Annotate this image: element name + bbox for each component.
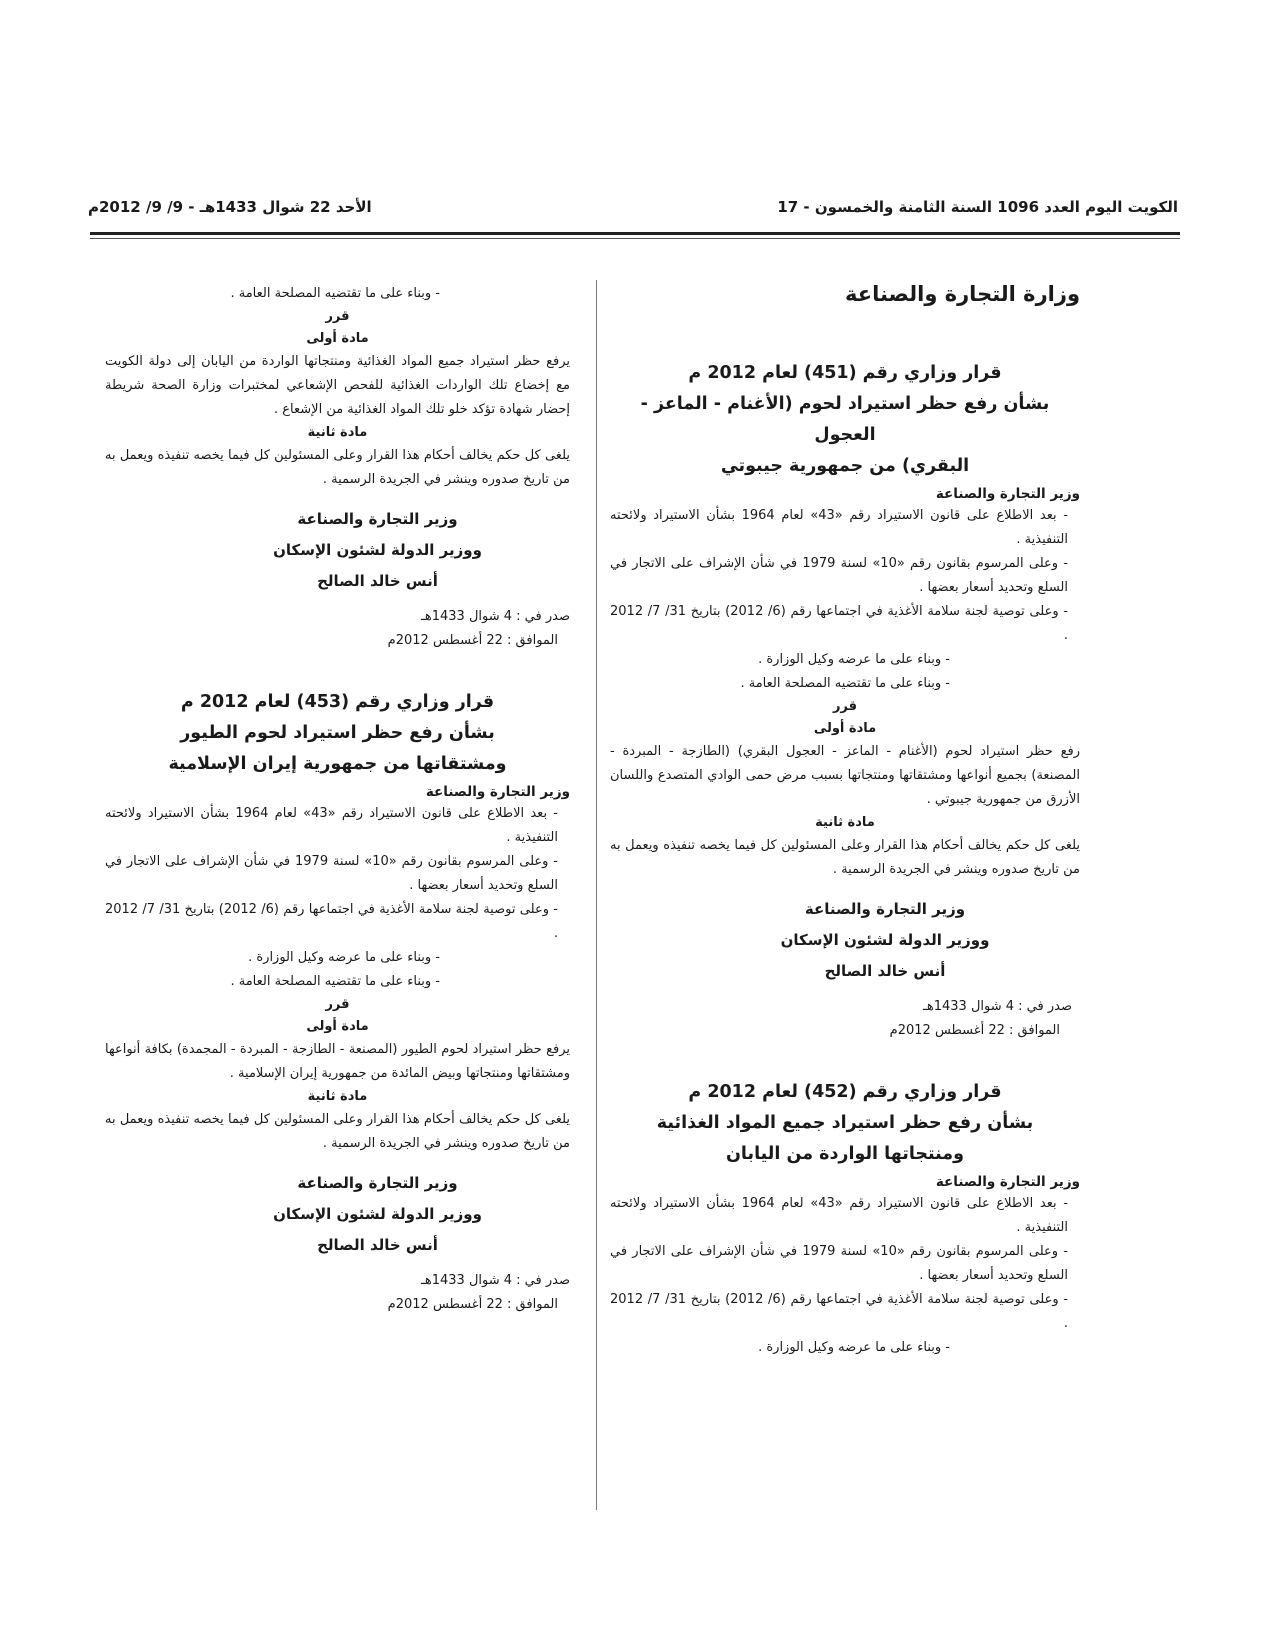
decree-title: قرار وزاري رقم (453) لعام 2012 م <box>180 692 495 712</box>
page-header <box>88 198 1178 228</box>
issued-date: صدر في : 4 شوال 1433هـ <box>421 609 570 624</box>
preamble-item: - وعلى توصية لجنة سلامة الأغذية في اجتماعها رقم (6/ 2012) بتاريخ 31/ 7/ 2012 . <box>105 902 558 941</box>
decree-subject: ومشتقاتها من جمهورية إيران الإسلامية <box>168 754 507 774</box>
issue-info: الكويت اليوم العدد 1096 السنة الثامنة والخمسون - 17 <box>777 198 1178 216</box>
decree-453 <box>105 687 570 1317</box>
decree-subject: ومنتجاتها الواردة من اليابان <box>725 1144 965 1164</box>
issued-date: صدر في : 4 شوال 1433هـ <box>923 999 1072 1014</box>
signature-title: وزير التجارة والصناعة <box>297 510 458 528</box>
preamble-item: - وعلى المرسوم بقانون رقم «10» لسنة 1979 في شأن الإشراف على الاتجار في السلع وتحديد أسعار بعضها . <box>105 854 558 893</box>
decree-subject: البقري) من جمهورية جيبوتي <box>720 456 970 476</box>
minister-heading: وزير التجارة والصناعة <box>935 486 1080 502</box>
signature-block <box>105 504 570 597</box>
preamble-item: - وبناء على ما عرضه وكيل الوزارة . <box>758 652 950 667</box>
article-heading: مادة ثانية <box>307 1089 368 1104</box>
preamble-item: - بعد الاطلاع على قانون الاستيراد رقم «43» لعام 1964 بشأن الاستيراد ولائحته التنفيذية . <box>105 806 558 845</box>
minister-heading: وزير التجارة والصناعة <box>425 784 570 800</box>
article-heading: مادة ثانية <box>307 425 368 440</box>
signature-title: ووزير الدولة لشئون الإسكان <box>780 931 990 949</box>
article-text: يرفع حظر استيراد لحوم الطيور (المصنعة - الطازجة - المبردة - المجمدة) بكافة أنواعها ومشتقاتها ومنتجاتها وبيض المائدة من جمهورية إيران الإسلامية . <box>105 1042 570 1081</box>
minister-heading: وزير التجارة والصناعة <box>935 1174 1080 1190</box>
issue-date: الأحد 22 شوال 1433هـ - 9/ 9/ 2012م <box>88 198 372 216</box>
preamble-item: - وعلى توصية لجنة سلامة الأغذية في اجتماعها رقم (6/ 2012) بتاريخ 31/ 7/ 2012 . <box>610 1292 1068 1331</box>
corresponding-date: الموافق : 22 أغسطس 2012م <box>889 1023 1060 1038</box>
preamble-item: - بعد الاطلاع على قانون الاستيراد رقم «43» لعام 1964 بشأن الاستيراد ولائحته التنفيذية . <box>610 508 1068 547</box>
decree-452 <box>610 1077 1080 1360</box>
article-heading: مادة أولى <box>813 721 877 736</box>
preamble-item: - وبناء على ما تقتضيه المصلحة العامة . <box>740 676 950 691</box>
decree-subject: بشأن رفع حظر استيراد لحوم الطيور <box>180 723 495 743</box>
preamble-item: - بعد الاطلاع على قانون الاستيراد رقم «43» لعام 1964 بشأن الاستيراد ولائحته التنفيذية . <box>610 1196 1068 1235</box>
preamble-item: - وعلى توصية لجنة سلامة الأغذية في اجتماعها رقم (6/ 2012) بتاريخ 31/ 7/ 2012 . <box>610 604 1068 643</box>
left-column <box>105 282 570 1317</box>
column-divider <box>596 280 597 1510</box>
signature-title: ووزير الدولة لشئون الإسكان <box>273 1205 482 1223</box>
article-text: يلغى كل حكم يخالف أحكام هذا القرار وعلى المسئولين كل فيما يخصه تنفيذه ويعمل به من تاريخ صدوره وينشر في الجريدة الرسمية . <box>105 448 570 487</box>
decree-451 <box>610 358 1080 1043</box>
decided-label: قرر <box>325 997 350 1012</box>
decided-label: قرر <box>832 699 858 714</box>
preamble-item: - وعلى المرسوم بقانون رقم «10» لسنة 1979 في شأن الإشراف على الاتجار في السلع وتحديد أسعار بعضها . <box>610 1244 1068 1283</box>
article-text: رفع حظر استيراد لحوم (الأغنام - الماعز - العجول البقري) (الطازجة - المبردة - المصنعة) بجميع أنواعها ومشتقاتها ومنتجاتها بسبب مرض حمى الوادي المتصدع واللسان الأزرق من جمهورية جيبوتي . <box>610 744 1080 807</box>
preamble-item: - وبناء على ما عرضه وكيل الوزارة . <box>758 1340 950 1355</box>
signature-block <box>105 1168 570 1261</box>
preamble-item: - وبناء على ما عرضه وكيل الوزارة . <box>248 950 440 965</box>
signature-block <box>610 894 1080 987</box>
header-rule-thick <box>90 232 1180 235</box>
decided-label: قرر <box>325 309 350 324</box>
article-text: يلغى كل حكم يخالف أحكام هذا القرار وعلى المسئولين كل فيما يخصه تنفيذه ويعمل به من تاريخ صدوره وينشر في الجريدة الرسمية . <box>105 1112 570 1151</box>
signature-title: ووزير الدولة لشئون الإسكان <box>273 541 482 559</box>
signatory-name: أنس خالد الصالح <box>317 572 438 590</box>
article-text: يلغى كل حكم يخالف أحكام هذا القرار وعلى المسئولين كل فيما يخصه تنفيذه ويعمل به من تاريخ صدوره وينشر في الجريدة الرسمية . <box>610 838 1080 877</box>
date-block <box>105 605 570 653</box>
decree-subject: بشأن رفع حظر استيراد جميع المواد الغذائية <box>656 1113 1034 1133</box>
right-column <box>610 282 1080 1360</box>
signature-title: وزير التجارة والصناعة <box>804 900 966 918</box>
ministry-heading: وزارة التجارة والصناعة <box>845 282 1080 306</box>
preamble-item: - وبناء على ما تقتضيه المصلحة العامة . <box>230 286 440 301</box>
article-text: يرفع حظر استيراد جميع المواد الغذائية ومنتجاتها الواردة من اليابان إلى دولة الكويت مع إخضاع تلك الواردات الغذائية للفحص الإشعاعي لمختبرات وزارة الصحة شريطة إحضار شهادة تؤكد خلو تلك المواد الغذائية من الإشعاع . <box>105 354 570 417</box>
decree-subject: بشأن رفع حظر استيراد لحوم (الأغنام - الماعز - العجول <box>640 394 1050 445</box>
date-block <box>610 995 1080 1043</box>
signature-title: وزير التجارة والصناعة <box>297 1174 458 1192</box>
corresponding-date: الموافق : 22 أغسطس 2012م <box>387 633 558 648</box>
signatory-name: أنس خالد الصالح <box>317 1236 438 1254</box>
decree-title: قرار وزاري رقم (451) لعام 2012 م <box>688 363 1002 383</box>
article-heading: مادة أولى <box>306 331 369 346</box>
preamble-item: - وعلى المرسوم بقانون رقم «10» لسنة 1979 في شأن الإشراف على الاتجار في السلع وتحديد أسعار بعضها . <box>610 556 1068 595</box>
corresponding-date: الموافق : 22 أغسطس 2012م <box>387 1297 558 1312</box>
preamble-item: - وبناء على ما تقتضيه المصلحة العامة . <box>230 974 440 989</box>
header-rule-thin <box>90 238 1180 239</box>
signatory-name: أنس خالد الصالح <box>824 962 946 980</box>
article-heading: مادة أولى <box>306 1019 369 1034</box>
decree-title: قرار وزاري رقم (452) لعام 2012 م <box>688 1082 1002 1102</box>
article-heading: مادة ثانية <box>815 815 875 830</box>
decree-452-continued <box>105 282 570 653</box>
date-block <box>105 1269 570 1317</box>
issued-date: صدر في : 4 شوال 1433هـ <box>421 1273 570 1288</box>
